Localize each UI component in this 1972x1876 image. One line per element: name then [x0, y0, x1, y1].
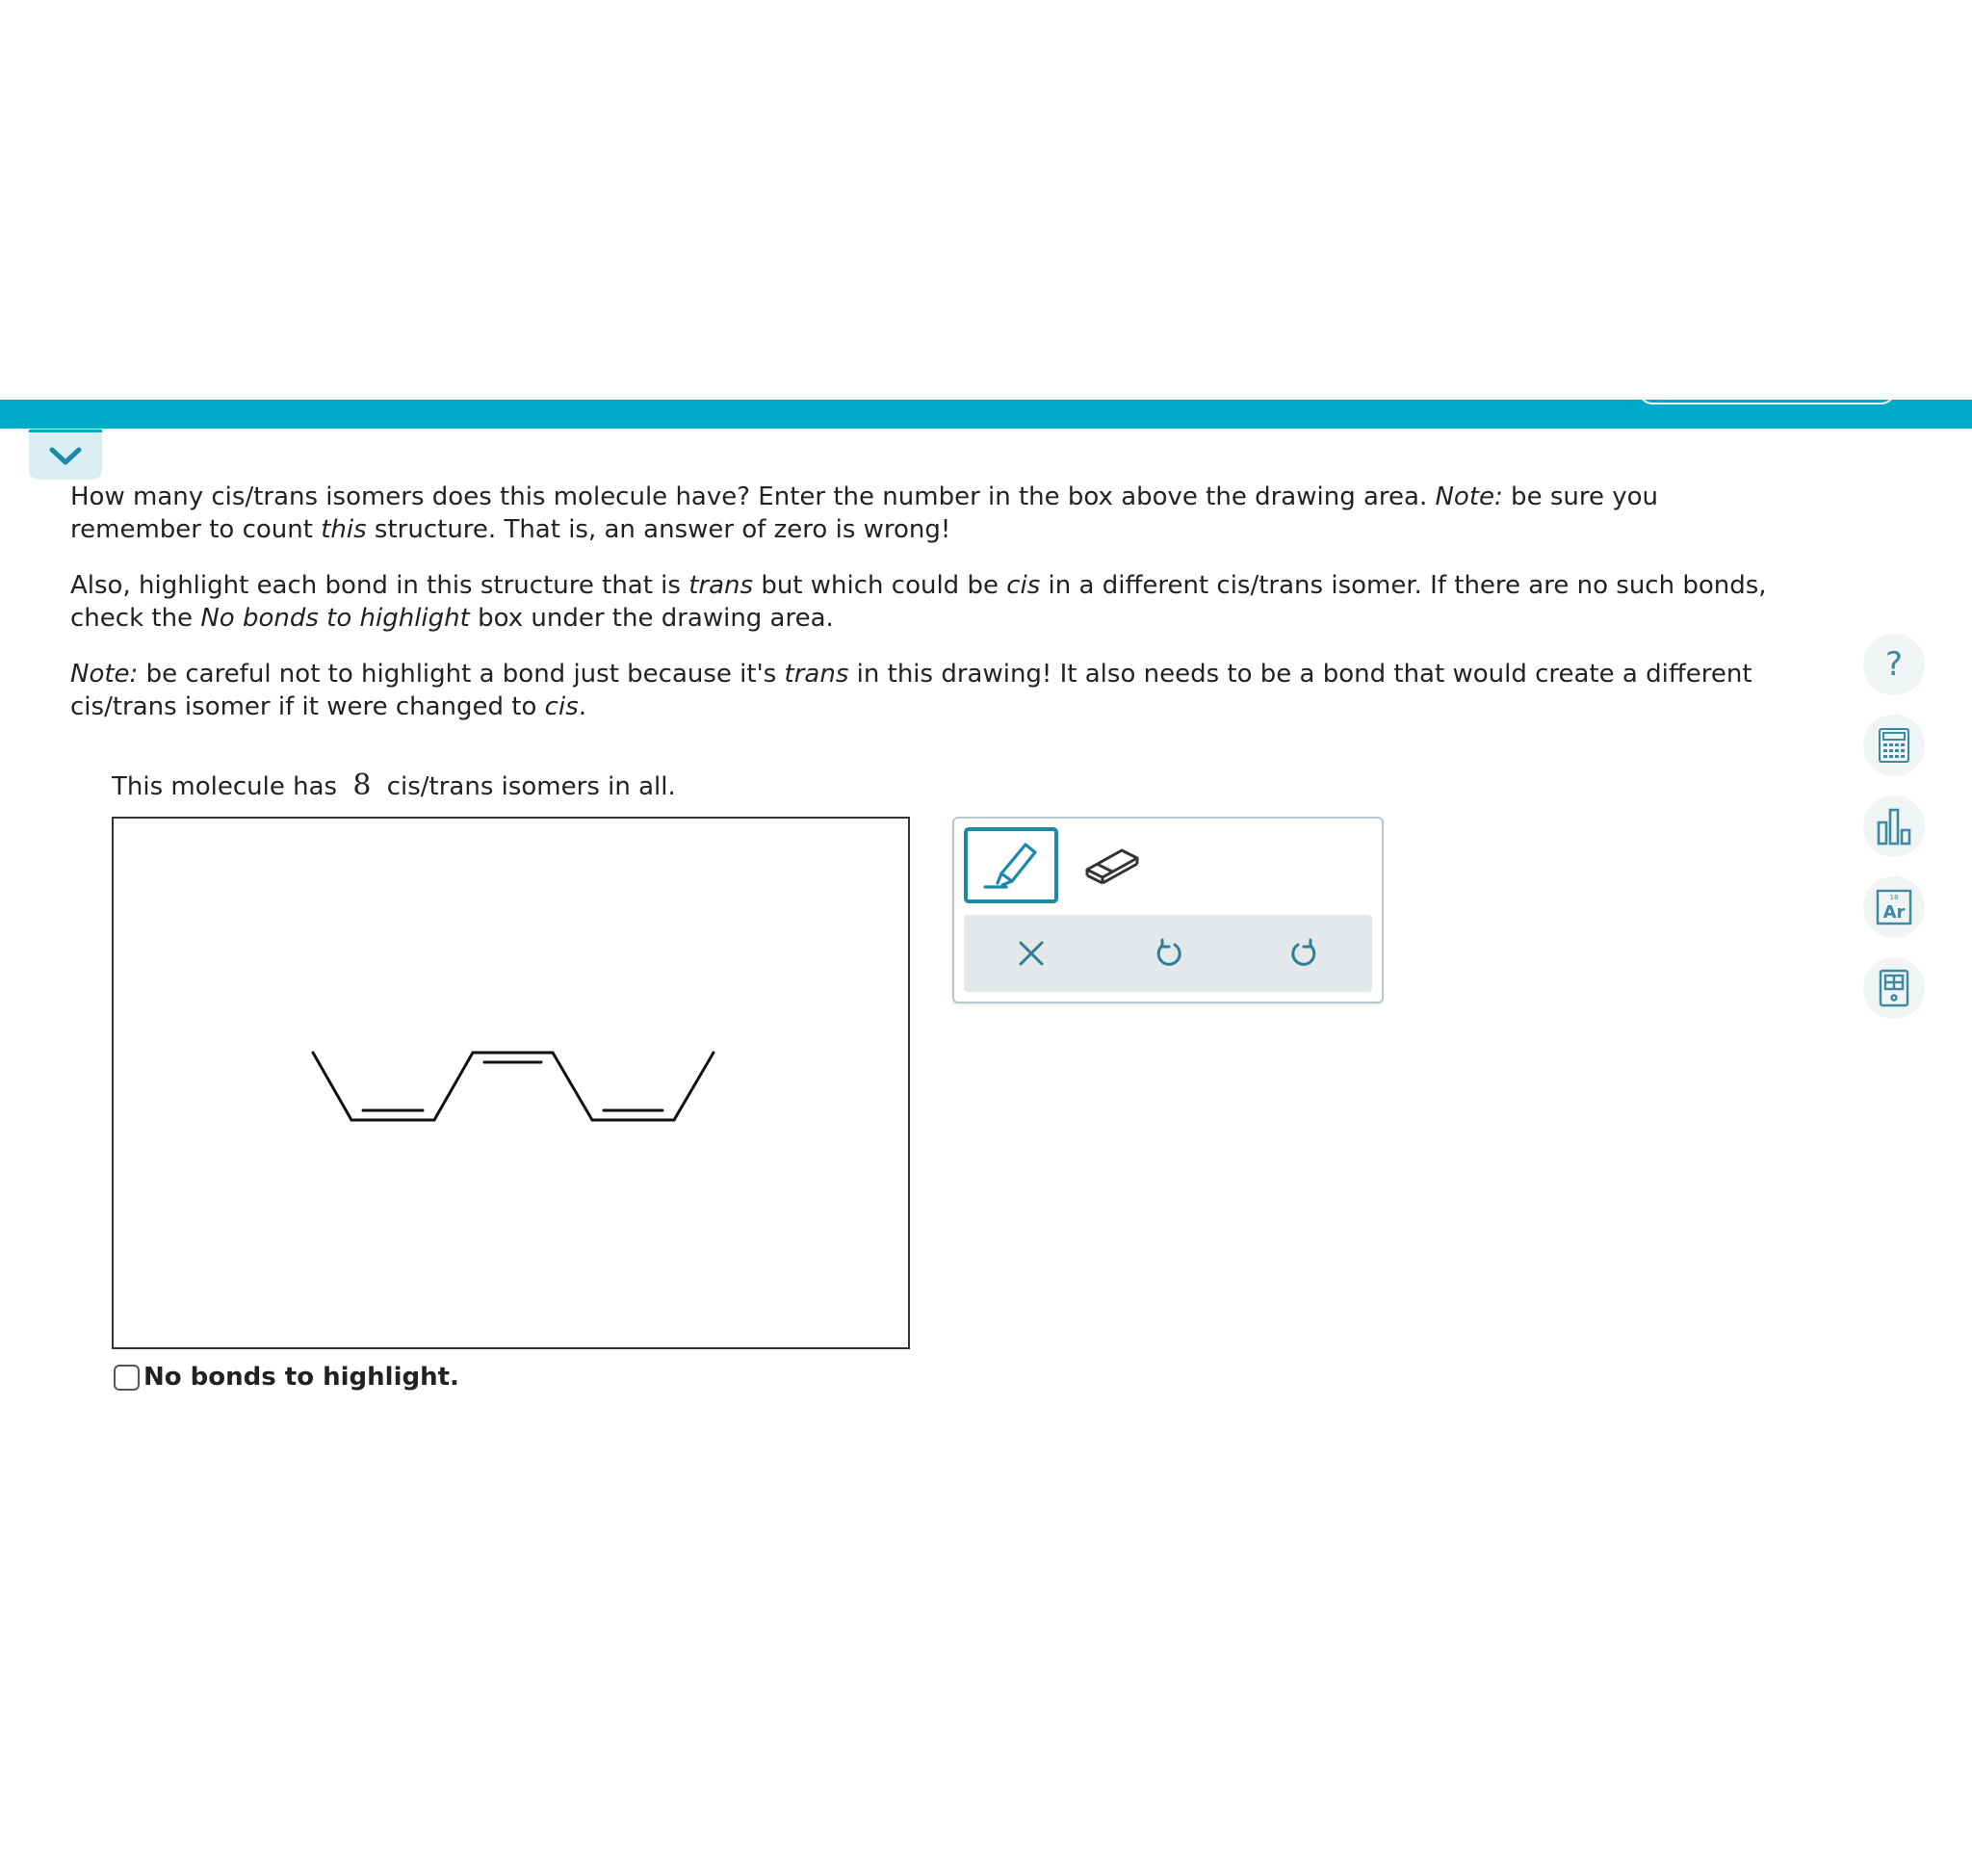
no-bonds-label: No bonds to highlight.: [143, 1363, 459, 1392]
question-text: [70, 482, 1784, 747]
eraser-tool-button[interactable]: [1083, 840, 1141, 890]
bond-3[interactable]: [434, 1053, 473, 1120]
bond-7[interactable]: [674, 1053, 714, 1120]
highlighter-pen-icon: [977, 839, 1045, 892]
action-strip: [964, 915, 1372, 992]
periodic-table-icon: [1876, 889, 1912, 925]
question-paragraph-1: How many cis/trans isomers does this molecule have? Enter the number in the box above the drawing area. Note: be sure you remember to count this structure. That is, an answer of zero is wrong!: [70, 482, 1659, 544]
bond-1[interactable]: [313, 1053, 351, 1120]
undo-button[interactable]: [1139, 925, 1197, 982]
help-icon: ?: [1884, 645, 1904, 684]
answer-prefix: This molecule has: [112, 772, 338, 801]
element-symbol: Ar: [1882, 902, 1906, 923]
collapse-toggle[interactable]: [29, 430, 102, 480]
bond-5[interactable]: [553, 1053, 592, 1120]
highlight-tool-button[interactable]: [964, 827, 1058, 903]
redo-icon: [1288, 937, 1321, 970]
eraser-icon: [1083, 843, 1141, 887]
no-bonds-option[interactable]: [114, 1363, 459, 1392]
answer-suffix: cis/trans isomers in all.: [386, 772, 676, 801]
reference-book-button[interactable]: [1863, 957, 1925, 1019]
undo-icon: [1152, 937, 1184, 970]
clear-button[interactable]: [1002, 925, 1060, 982]
help-button[interactable]: [1863, 634, 1925, 695]
book-icon: [1878, 969, 1910, 1007]
calculator-button[interactable]: [1863, 715, 1925, 776]
element-number: 18: [1889, 894, 1899, 901]
molecule-structure: [114, 819, 908, 1347]
bar-chart-icon: [1876, 807, 1912, 846]
calculator-icon: [1878, 727, 1910, 764]
no-bonds-checkbox[interactable]: [114, 1365, 140, 1391]
answer-sentence: [112, 769, 676, 804]
close-icon: [1018, 940, 1045, 967]
data-chart-button[interactable]: [1863, 795, 1925, 857]
question-paragraph-3: Note: be careful not to highlight a bond just because it's trans in this drawing! It also needs to be a bond that would create a different cis/trans isomer if it were changed to cis.: [70, 660, 1752, 721]
drawing-toolbar: [952, 817, 1384, 1003]
isomer-count-answer[interactable]: 8: [352, 769, 372, 802]
chevron-down-icon: [49, 446, 82, 467]
drawing-area[interactable]: [112, 817, 910, 1349]
periodic-table-button[interactable]: [1863, 876, 1925, 938]
question-paragraph-2: Also, highlight each bond in this structure that is trans but which could be cis in a different cis/trans isomer. If there are no such bonds, check the No bonds to highlight box under the drawing area.: [70, 571, 1767, 633]
header-pill-button[interactable]: [1639, 385, 1895, 404]
redo-button[interactable]: [1276, 925, 1334, 982]
